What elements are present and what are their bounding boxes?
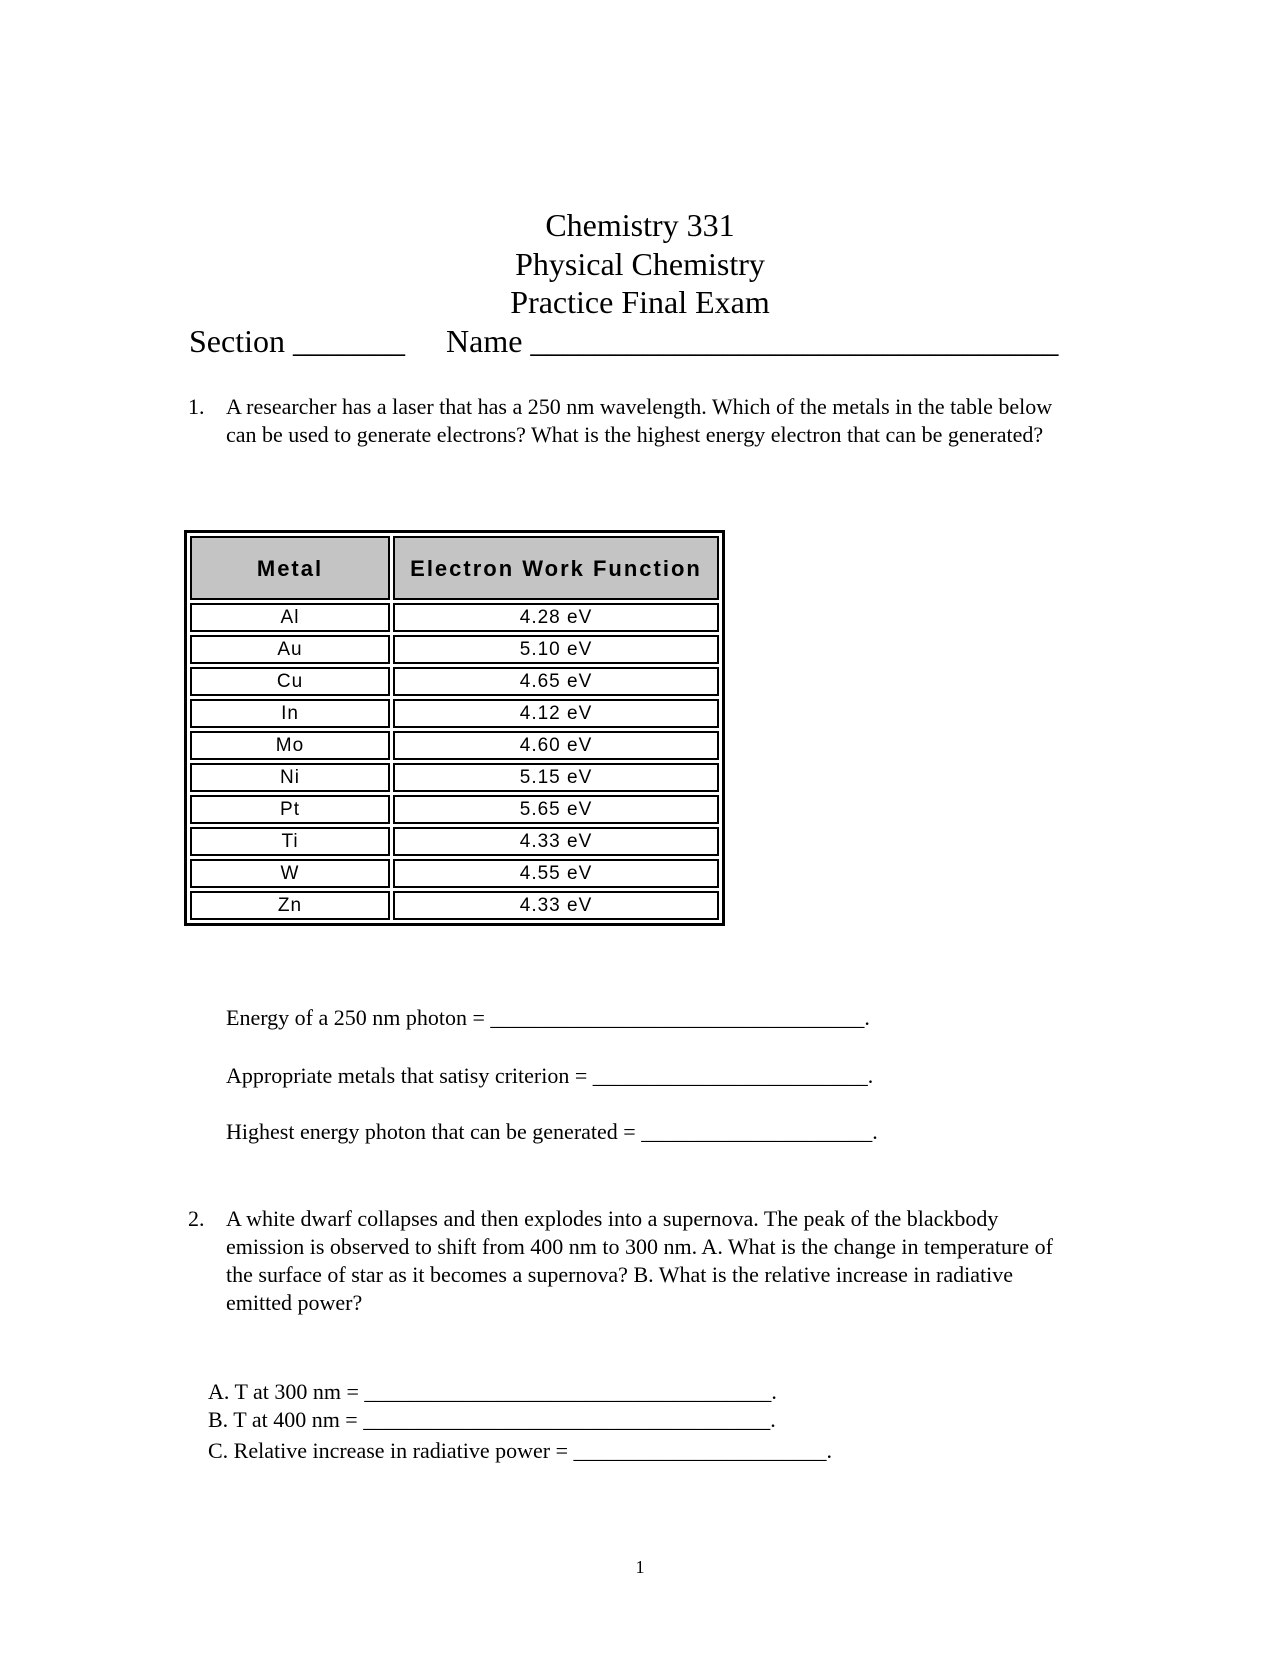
table-header-row xyxy=(190,536,719,600)
metal-cell: W xyxy=(190,859,390,888)
metal-cell: Zn xyxy=(190,891,390,920)
work-function-cell: 5.65 eV xyxy=(393,795,719,824)
work-function-cell: 4.60 eV xyxy=(393,731,719,760)
table-row xyxy=(190,603,719,632)
course-subtitle: Physical Chemistry xyxy=(515,246,765,282)
student-info-row xyxy=(189,322,1089,360)
work-function-cell: 4.33 eV xyxy=(393,827,719,856)
course-title: Chemistry 331 xyxy=(545,207,735,243)
table-row xyxy=(190,827,719,856)
table-row xyxy=(190,731,719,760)
question-number: 2. xyxy=(188,1206,205,1231)
metal-cell: Pt xyxy=(190,795,390,824)
column-header-work-function: Electron Work Function xyxy=(393,536,719,600)
work-function-cell: 4.33 eV xyxy=(393,891,719,920)
question-text: A white dwarf collapses and then explodes into a supernova. The peak of the blackbody emission is observed to shift from 400 nm to 300 nm. A. What is the change in temperature of the surface of star as it becomes a supernova? B. What is the relative increase in radiative emitted power? xyxy=(226,1206,1053,1315)
table-row xyxy=(190,795,719,824)
table-row xyxy=(190,667,719,696)
work-function-cell: 4.28 eV xyxy=(393,603,719,632)
exam-title: Practice Final Exam xyxy=(510,284,770,320)
work-function-cell: 4.12 eV xyxy=(393,699,719,728)
metal-cell: Al xyxy=(190,603,390,632)
work-function-cell: 5.10 eV xyxy=(393,635,719,664)
table-row xyxy=(190,859,719,888)
work-function-cell: 4.55 eV xyxy=(393,859,719,888)
answer-line-highest-energy: Highest energy photon that can be generated = _____________________. xyxy=(226,1119,878,1144)
metal-cell: Au xyxy=(190,635,390,664)
answer-line-relative-power: C. Relative increase in radiative power = _______________________. xyxy=(208,1438,832,1463)
question-text: A researcher has a laser that has a 250 nm wavelength. Which of the metals in the table below can be used to generate electrons? What is the highest energy electron that can be generated? xyxy=(226,394,1053,447)
answer-line-photon-energy: Energy of a 250 nm photon = __________________________________. xyxy=(226,1005,870,1030)
table-row xyxy=(190,635,719,664)
name-field: Name _________________________________ xyxy=(446,323,1059,359)
question-number: 1. xyxy=(188,394,205,419)
work-function-cell: 5.15 eV xyxy=(393,763,719,792)
column-header-metal: Metal xyxy=(190,536,390,600)
metal-cell: Ni xyxy=(190,763,390,792)
table-row xyxy=(190,763,719,792)
metal-cell: Cu xyxy=(190,667,390,696)
metal-cell: Ti xyxy=(190,827,390,856)
question-2 xyxy=(188,1205,1088,1325)
answer-line-appropriate-metals: Appropriate metals that satisy criterion = _________________________. xyxy=(226,1063,874,1088)
question-1 xyxy=(188,393,1088,483)
table-row xyxy=(190,891,719,920)
table-row xyxy=(190,699,719,728)
work-function-table-wrap xyxy=(184,530,725,920)
work-function-table xyxy=(184,530,725,926)
page-number: 1 xyxy=(635,1557,645,1577)
metal-cell: Mo xyxy=(190,731,390,760)
metal-cell: In xyxy=(190,699,390,728)
section-field: Section _______ xyxy=(189,323,405,359)
answer-line-t-400: B. T at 400 nm = _____________________________________. xyxy=(208,1407,776,1432)
work-function-cell: 4.65 eV xyxy=(393,667,719,696)
answer-line-t-300: A. T at 300 nm = _____________________________________. xyxy=(208,1379,777,1404)
